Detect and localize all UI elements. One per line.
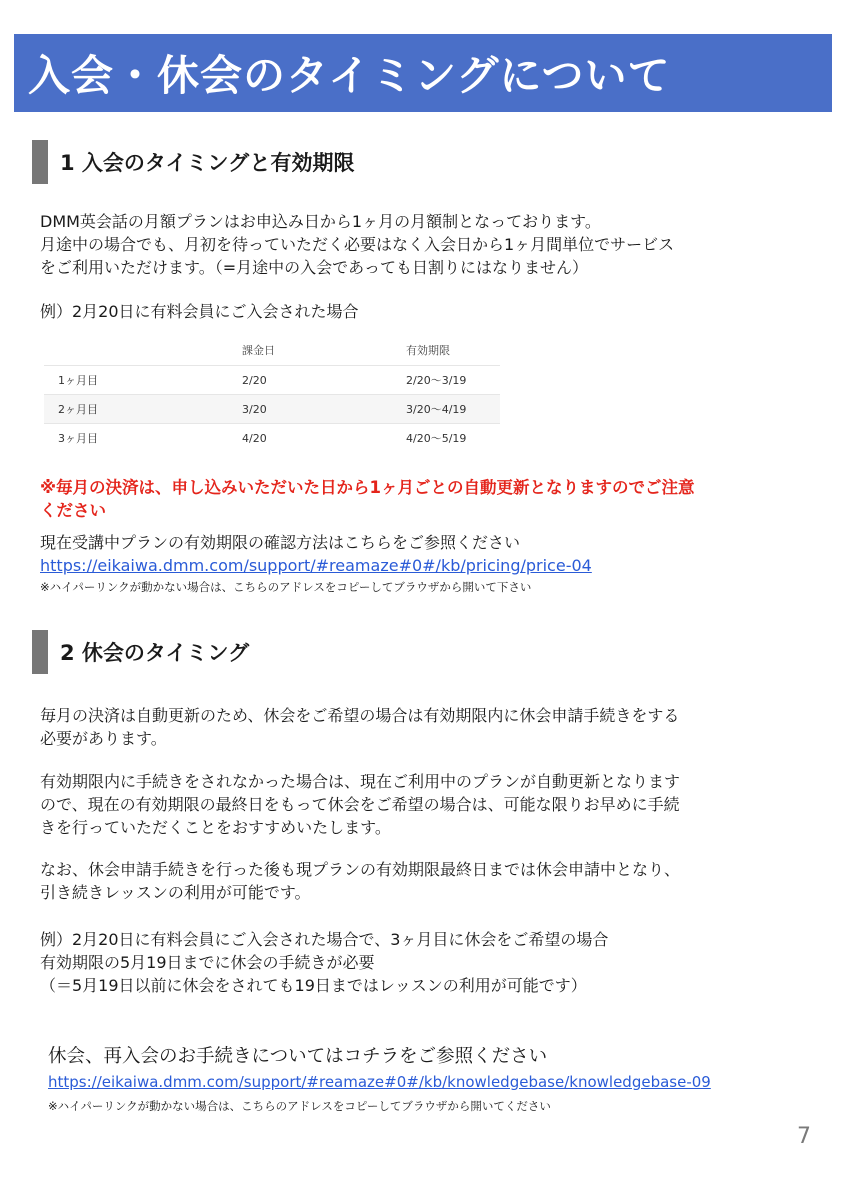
text-line: なお、休会申請手続きを行った後も現プランの有効期限最終日までは休会申請中となり、 — [40, 860, 681, 879]
text-line: 例）2月20日に有料会員にご入会された場合で、3ヶ月目に休会をご希望の場合 — [40, 930, 609, 949]
section-marker — [32, 630, 48, 674]
table-cell: 4/20〜5/19 — [392, 424, 500, 453]
table-cell: 1ヶ月目 — [44, 366, 228, 395]
section-2-header — [32, 630, 249, 674]
procedure-text: 休会、再入会のお手続きについてはコチラをご参照ください — [48, 1046, 548, 1067]
table-cell: 3/20 — [228, 395, 392, 424]
expiry-check-text: 現在受講中プランの有効期限の確認方法はこちらをご参照ください — [40, 533, 521, 552]
text-line: をご利用いただけます。（=月途中の入会であっても日割りにはなりません） — [40, 258, 588, 277]
expiry-check-link[interactable]: https://eikaiwa.dmm.com/support/#reamaze#0#/kb/pricing/price-04 — [40, 556, 592, 575]
text-line: ※毎月の決済は、申し込みいただいた日から1ヶ月ごとの自動更新となりますのでご注意 — [40, 478, 695, 497]
section-1-heading: 1 入会のタイミングと有効期限 — [60, 151, 355, 175]
table-row — [44, 395, 500, 424]
table-header-cell — [44, 335, 228, 366]
page-title: 入会・休会のタイミングについて — [28, 51, 671, 100]
table-header-cell: 有効期限 — [406, 344, 450, 357]
table-cell: 2/20〜3/19 — [392, 366, 500, 395]
text-line: 月途中の場合でも、月初を待っていただく必要はなく入会日から1ヶ月間単位でサービス — [40, 235, 675, 254]
section-1-example: 例）2月20日に有料会員にご入会された場合 — [40, 302, 359, 321]
text-line: （＝5月19日以前に休会をされても19日まではレッスンの利用が可能です） — [40, 976, 587, 995]
section-1-header — [32, 140, 355, 184]
table-row — [44, 366, 500, 395]
hyperlink-note: ※ハイパーリンクが動かない場合は、こちらのアドレスをコピーしてブラウザから開いて下さい — [40, 580, 532, 594]
text-line: 有効期限内に手続きをされなかった場合は、現在ご利用中のプランが自動更新となります — [40, 772, 681, 791]
procedure-block — [48, 1044, 828, 1114]
text-line: ください — [40, 501, 106, 520]
title-banner — [14, 34, 832, 112]
procedure-link[interactable]: https://eikaiwa.dmm.com/support/#reamaze#0#/kb/knowledgebase/knowledgebase-09 — [48, 1073, 711, 1091]
table-cell: 4/20 — [228, 424, 392, 453]
payment-warning — [40, 476, 800, 522]
table-header-row — [44, 335, 500, 366]
section-marker — [32, 140, 48, 184]
expiry-check-block — [40, 531, 800, 595]
table-cell: 2/20 — [228, 366, 392, 395]
text-line: きを行っていただくことをおすすめいたします。 — [40, 818, 391, 837]
table-cell: 2ヶ月目 — [44, 395, 228, 424]
text-line: 毎月の決済は自動更新のため、休会をご希望の場合は有効期限内に休会申請手続きをする — [40, 706, 680, 725]
billing-example-table — [44, 335, 500, 452]
table-cell: 3ヶ月目 — [44, 424, 228, 453]
text-line: 必要があります。 — [40, 729, 167, 748]
text-line: 有効期限の5月19日までに休会の手続きが必要 — [40, 953, 375, 972]
section-2-heading: 2 休会のタイミング — [60, 641, 250, 665]
table-header-cell: 課金日 — [242, 344, 275, 357]
section-2-para-1 — [40, 704, 800, 750]
table-row — [44, 424, 500, 453]
hyperlink-note: ※ハイパーリンクが動かない場合は、こちらのアドレスをコピーしてブラウザから開いてください — [48, 1099, 551, 1113]
section-2-para-3 — [40, 858, 800, 904]
section-2-para-2 — [40, 770, 800, 839]
text-line: 引き続きレッスンの利用が可能です。 — [40, 883, 311, 902]
section-1-intro — [40, 210, 800, 279]
section-2-example — [40, 928, 800, 997]
text-line: ので、現在の有効期限の最終日をもって休会をご希望の場合は、可能な限りお早めに手続 — [40, 795, 680, 814]
page-number: 7 — [797, 1124, 811, 1149]
text-line: DMM英会話の月額プランはお申込み日から1ヶ月の月額制となっております。 — [40, 212, 601, 231]
table-cell: 3/20〜4/19 — [392, 395, 500, 424]
